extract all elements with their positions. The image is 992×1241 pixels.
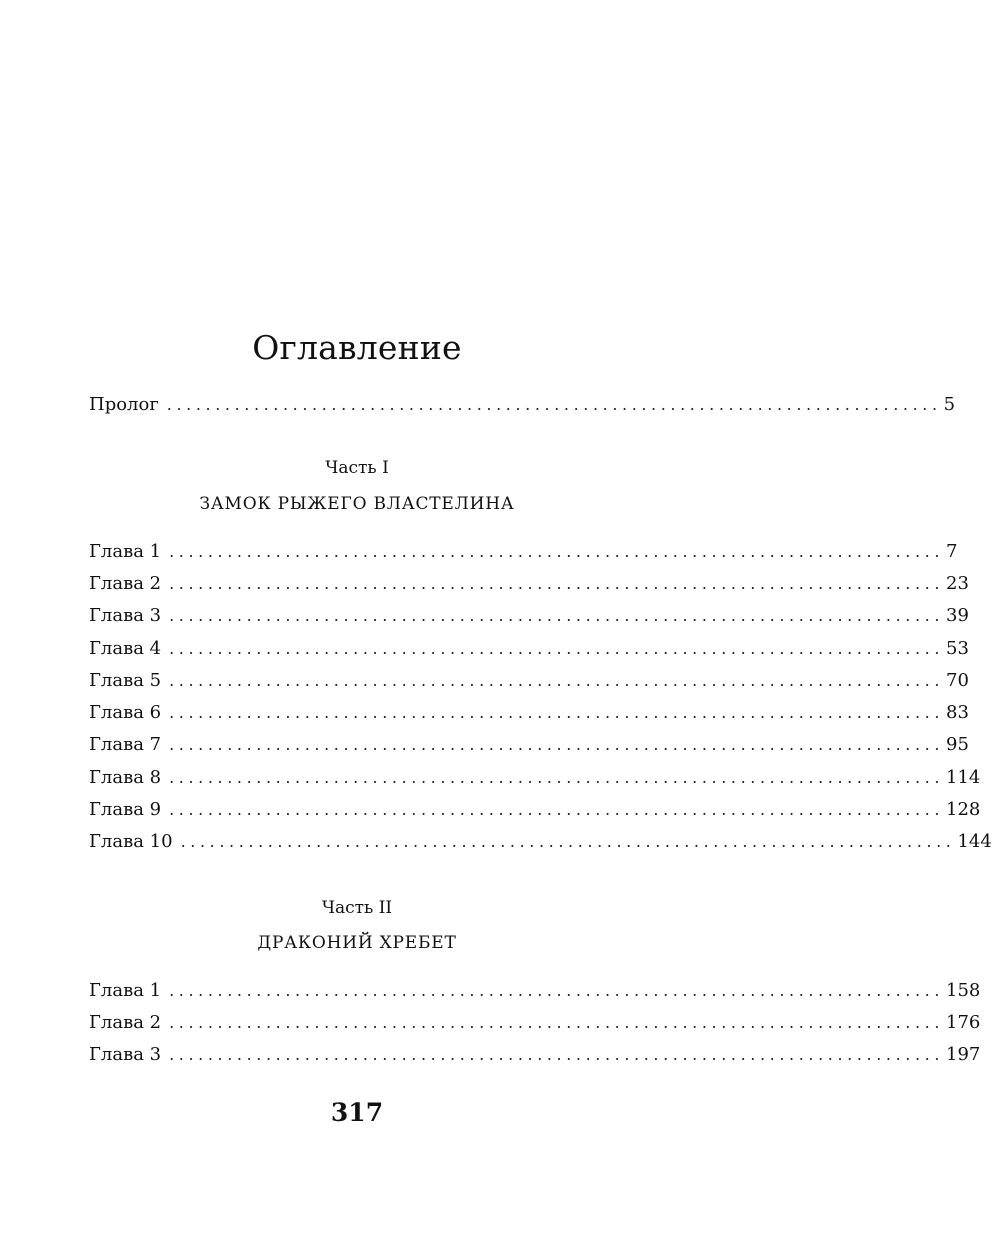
toc-entry xyxy=(89,798,981,822)
toc-entry-page: 53 xyxy=(946,638,969,659)
toc-entry xyxy=(89,1043,981,1067)
dot-leader: ................................................................................ xyxy=(169,800,944,819)
part-label: Часть I xyxy=(325,458,389,478)
toc-entry-page: 83 xyxy=(946,702,969,723)
dot-leader: ................................................................................ xyxy=(169,735,944,754)
toc-entry xyxy=(89,979,981,1003)
toc-entry-label: Глава 9 xyxy=(89,799,162,820)
toc-entry-label: Глава 5 xyxy=(89,670,162,691)
toc-entry xyxy=(89,540,958,564)
toc-entry-page: 144 xyxy=(957,831,992,852)
toc-entry-label: Глава 4 xyxy=(89,638,162,659)
toc-entry xyxy=(89,572,969,596)
toc-entry-page: 39 xyxy=(946,605,969,626)
dot-leader: ................................................................................ xyxy=(180,832,956,851)
toc-entry-page: 197 xyxy=(946,1044,981,1065)
toc-entry xyxy=(89,1011,981,1035)
toc-entry-page: 70 xyxy=(946,670,969,691)
toc-entry-page: 128 xyxy=(946,799,981,820)
toc-entry-prologue xyxy=(89,393,956,417)
dot-leader: ................................................................................ xyxy=(166,395,942,414)
toc-entry xyxy=(89,669,969,693)
dot-leader: ................................................................................ xyxy=(169,639,944,658)
toc-entry-label: Пролог xyxy=(89,394,159,415)
dot-leader: ................................................................................ xyxy=(169,981,944,1000)
page-number: 317 xyxy=(330,1098,384,1127)
dot-leader: ................................................................................ xyxy=(169,574,944,593)
toc-entry-page: 114 xyxy=(946,767,981,788)
toc-entry-page: 176 xyxy=(946,1012,981,1033)
toc-entry-label: Глава 2 xyxy=(89,1012,162,1033)
toc-entry xyxy=(89,604,969,628)
toc-entry-page: 7 xyxy=(946,541,958,562)
part-title: ДРАКОНИЙ ХРЕБЕТ xyxy=(257,933,457,953)
part-title: ЗАМОК РЫЖЕГО ВЛАСТЕЛИНА xyxy=(199,494,515,514)
dot-leader: ................................................................................ xyxy=(169,542,944,561)
toc-entry-label: Глава 6 xyxy=(89,702,162,723)
toc-entry-label: Глава 3 xyxy=(89,605,162,626)
toc-entry xyxy=(89,637,969,661)
page-title: Оглавление xyxy=(252,328,462,367)
dot-leader: ................................................................................ xyxy=(169,768,944,787)
toc-entry-label: Глава 3 xyxy=(89,1044,162,1065)
toc-entry-page: 95 xyxy=(946,734,969,755)
dot-leader: ................................................................................ xyxy=(169,1013,944,1032)
dot-leader: ................................................................................ xyxy=(169,703,944,722)
toc-entry-label: Глава 7 xyxy=(89,734,162,755)
toc-entry xyxy=(89,766,981,790)
toc-entry-label: Глава 10 xyxy=(89,831,173,852)
toc-entry xyxy=(89,701,969,725)
toc-entry-label: Глава 1 xyxy=(89,541,162,562)
toc-entry-page: 5 xyxy=(943,394,956,415)
toc-entry-label: Глава 2 xyxy=(89,573,162,594)
toc-entry-label: Глава 1 xyxy=(89,980,162,1001)
dot-leader: ................................................................................ xyxy=(169,606,944,625)
toc-entry xyxy=(89,733,969,757)
dot-leader: ................................................................................ xyxy=(169,671,944,690)
toc-entry-label: Глава 8 xyxy=(89,767,162,788)
toc-entry xyxy=(89,830,992,854)
toc-entry-page: 23 xyxy=(946,573,969,594)
dot-leader: ................................................................................ xyxy=(169,1045,944,1064)
toc-entry-page: 158 xyxy=(946,980,981,1001)
part-label: Часть II xyxy=(321,898,393,918)
